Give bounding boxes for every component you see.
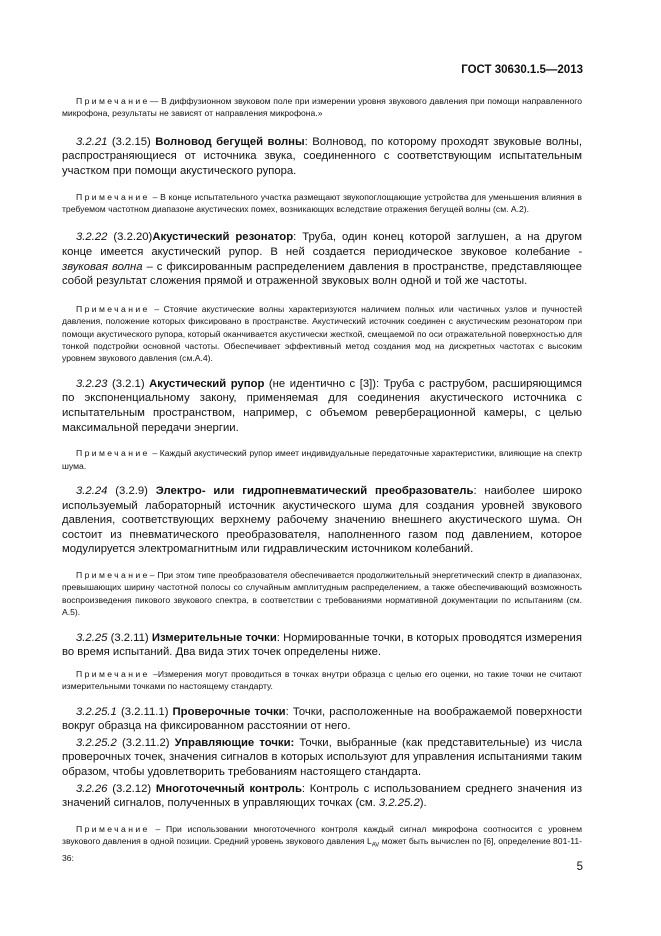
note-paragraph: [62, 668, 582, 693]
term-text: : Нормированные точки, в которых проводятся измерения во время испытаний. Два вида этих точек определены ниже.: [62, 631, 582, 659]
term-ref: (3.2.11.1): [120, 705, 169, 718]
note-text: – При этом типе преобразователя обеспечивается продолжительный энергетический спектр в диапазонах, превышающих ширину частотной полосы со случайным амплитудным распределением, а также обеспечивающий возможность воспроизведения пикового звукового спектра, в соответствии с требованиями нормативной документации по испытаниям (см. А.5).: [62, 569, 582, 618]
term-text: Точки, выбранные (как представительные) из числа проверочных точек, значения сигналов в которых используют для управления испытаниями таким образом, чтобы удовлетворить требованиям настоящего стандарта.: [62, 736, 582, 778]
term-3-2-25-1: [62, 705, 582, 734]
term-number: 3.2.25.1: [76, 705, 117, 718]
term-name: Электро- или гидропневматический преобразователь: [155, 485, 474, 497]
document-body: [62, 95, 582, 865]
term-number: 3.2.21: [76, 135, 108, 148]
term-number: 3.2.24: [76, 485, 108, 497]
term-number: 3.2.22: [76, 231, 108, 244]
term-text: : Труба, один конец которой заглушен, а на другом конце имеется акустический рупор. В ней создается периодическое звуковое колебание: [62, 231, 582, 258]
note-label: Примечание: [76, 96, 150, 106]
page-number: 5: [576, 861, 583, 873]
note-paragraph: [62, 823, 582, 865]
term-name: Управляющие точки:: [174, 736, 295, 749]
note-paragraph: [62, 447, 582, 472]
note-text: – Стоячие акустические волны характеризуются наличием полных или частичных узлов и пучностей давления, положение которых фиксировано в пространстве. Акустический источник соединен с акустическим резонатором при помощи акустического рупора, который оканчивается акустически жесткой, смещаемой по оси отражательной поверхностью для тонкой подстройки основной частоты. Обеспечивает эффективный метод создания мод на дискретных частотах с высоким уровнем звукового давления (см.А.4).: [62, 303, 582, 364]
term-number: 3.2.26: [76, 782, 108, 795]
term-text: : наиболее широко используемый лабораторный источник акустического шума для создания уровней звукового давления, соответствующих верхнему рабочему значению внешнего акустического шума. Он состоит из пневматического преобразователя, наполненного газом под давлением, которое модулируется электромагнитным или гидравлическим источником колебаний.: [62, 485, 583, 556]
note-text: –Измерения могут проводиться в точках внутри образца с целью его оценки, но такие точки не считают измерительными точками по настоящему стандарту.: [62, 668, 582, 692]
term-3-2-23: [62, 377, 582, 435]
term-ref: (3.2.15): [111, 135, 151, 148]
term-text-after: – с фиксированным распределением давления в пространстве, представляющее собой результат сложения прямой и отраженной звуковых волн одной и той же частоты.: [62, 260, 582, 288]
term-ref: (3.2.9): [115, 485, 148, 497]
note-paragraph: [62, 95, 582, 120]
note-label: Примечание: [76, 448, 150, 459]
term-3-2-25-2: [62, 736, 582, 780]
note-text: – При использовании многоточечного контроля каждый сигнал микрофона соотносится с уровнем звукового давления в одной позиции. Средний уровень звукового давления L: [62, 823, 582, 847]
note-paragraph: [62, 569, 582, 619]
term-text-after: ).: [419, 797, 427, 810]
term-ref: (3.2.11): [110, 631, 149, 644]
note-text: — В диффузионном звуковом поле при измерении уровня звукового давления при помощи направленного микрофона, результаты не зависят от направления микрофона.»: [62, 96, 582, 119]
subscript: AV: [371, 842, 380, 849]
term-name: Волновод бегущей волны: [155, 135, 305, 148]
term-3-2-24: [62, 484, 582, 557]
term-name: Акустический рупор: [149, 377, 265, 390]
term-text: : Контроль с использованием среднего значения из значений сигналов, полученных в управляющих точках (см.: [62, 782, 583, 810]
term-3-2-26: [62, 782, 582, 811]
term-name: Многоточечный контроль: [155, 782, 302, 795]
term-text-italic: - звуковая волна: [62, 246, 582, 273]
term-number: 3.2.23: [76, 377, 108, 390]
term-text: (не идентично с [3]): Труба с раструбом, расширяющимся по экспоненциальному закону, применяемая для соединения акустического источника с испытательным пространством, например, с объемом реверберационной камеры, с целью максимальной передачи энергии.: [62, 377, 583, 434]
term-ref: (3.2.20): [113, 231, 153, 244]
note-text-after: может быть вычислен по [6], определение 801-11-36:: [62, 836, 583, 864]
term-ref: (3.2.12): [112, 782, 152, 795]
note-label: Примечание: [76, 191, 150, 202]
note-paragraph: [62, 191, 582, 216]
term-name: Акустический резонатор: [152, 231, 294, 244]
term-ref: (3.2.1): [111, 377, 145, 390]
term-text-italic: 3.2.25.2: [378, 797, 420, 810]
note-text: – Каждый акустический рупор имеет индивидуальные передаточные характеристики, влияющие на спектр шума.: [62, 448, 583, 471]
term-3-2-25: [62, 631, 582, 660]
term-number: 3.2.25: [76, 631, 108, 644]
note-text: – В конце испытательного участка размещают звукопоглощающие устройства для уменьшения влияния в требуемом частотном диапазоне акустических помех, возникающих вследствие отражения бегущей волны (см. А.2).: [62, 191, 582, 214]
term-text: : Точки, расположенные на воображаемой поверхности вокруг образца на фиксированном расстоянии от него.: [62, 705, 583, 733]
term-ref: (3.2.11.2): [121, 736, 170, 749]
note-paragraph: [62, 303, 582, 365]
term-3-2-22: [62, 230, 582, 288]
term-name: Измерительные точки: [151, 631, 277, 644]
term-text: : Волновод, по которому проходят звуковые волны, распространяющиеся от источника звука, соединенного с соответствующим испытательным участком при помощи акустического рупора.: [62, 135, 583, 177]
term-name: Проверочные точки: [172, 705, 286, 718]
note-label: Примечание: [76, 823, 150, 834]
term-3-2-21: [62, 135, 582, 179]
note-label: Примечание: [76, 303, 150, 314]
document-header: ГОСТ 30630.1.5—2013: [461, 64, 583, 76]
note-label: Примечание: [76, 668, 150, 679]
note-label: Примечание: [76, 569, 150, 580]
term-number: 3.2.25.2: [76, 736, 117, 749]
